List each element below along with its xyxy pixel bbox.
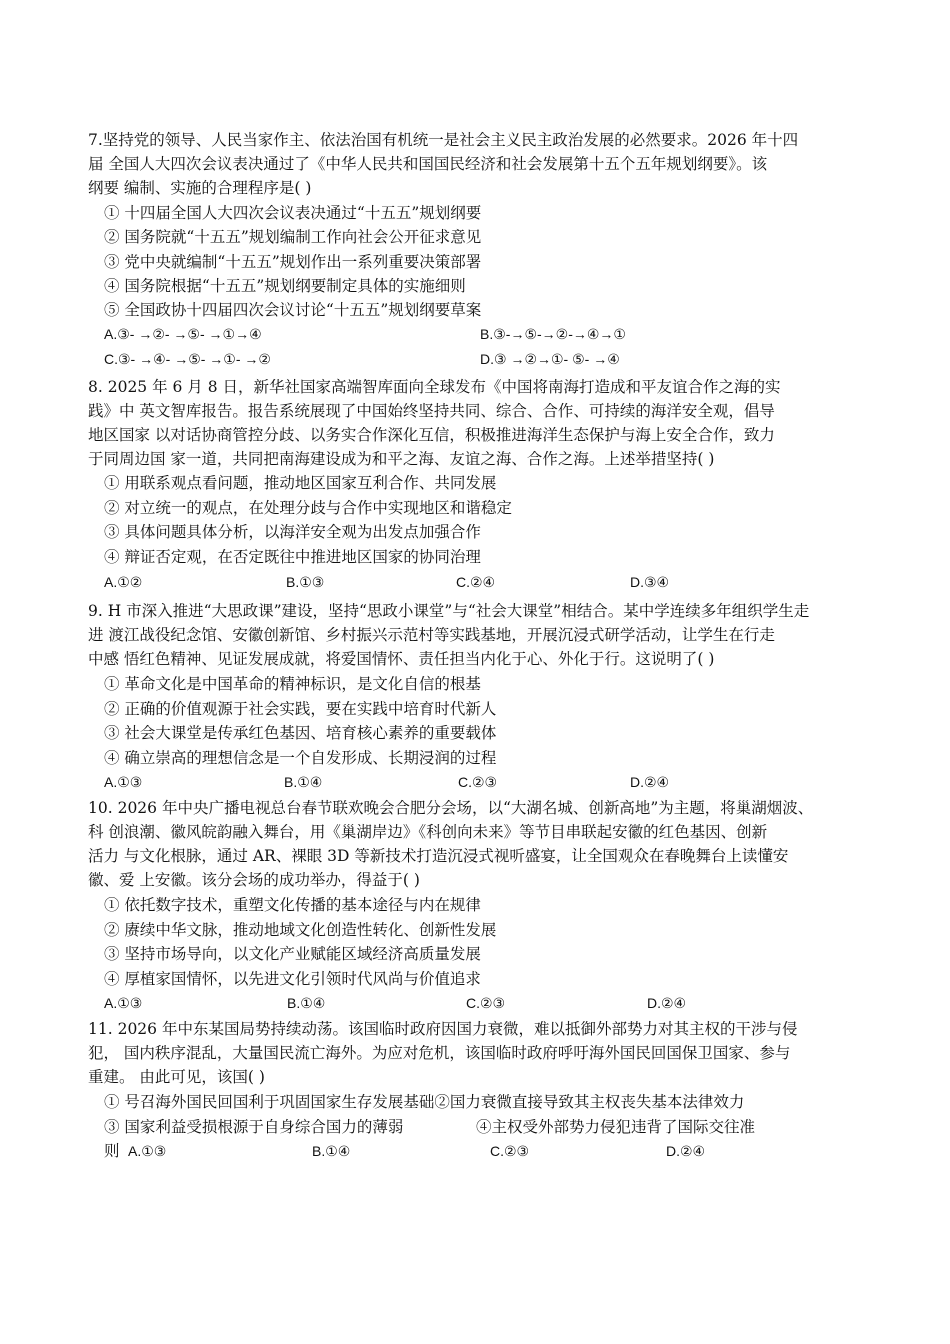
answer-option-c[interactable]: C.②③ — [458, 774, 498, 790]
question-stem-line: 9. H 市深入推进“大思政课”建设，坚持“思政小课堂”与“社会大课堂”相结合。某中学连续多年组织学生走 — [88, 602, 810, 620]
answer-option-d[interactable]: D.②④ — [666, 1143, 706, 1159]
answer-option-a[interactable]: A.①② — [104, 574, 143, 590]
statement-item: ① 依托数字技术，重塑文化传播的基本途径与内在规律 — [104, 896, 481, 914]
question-stem-line: 徽、爱 上安徽。该分会场的成功举办，得益于( ) — [88, 871, 420, 889]
question-stem-line: 中感 悟红色精神、见证发展成就，将爱国情怀、责任担当内化于心、外化于行。这说明了( ) — [88, 650, 715, 668]
answer-option-a[interactable]: A.①③ — [104, 995, 143, 1011]
question-stem-line: 7.坚持党的领导、人民当家作主、依法治国有机统一是社会主义民主政治发展的必然要求。2026 年十四 — [88, 131, 799, 149]
statement-item: ② 正确的价值观源于社会实践，要在实践中培育时代新人 — [104, 700, 497, 718]
answer-option-b[interactable]: B.①④ — [312, 1143, 351, 1159]
statement-item: ② 赓续中华文脉，推动地域文化创造性转化、创新性发展 — [104, 921, 497, 939]
answer-option-a[interactable]: A.③- →②- →⑤- →①→④ — [104, 326, 262, 342]
statement-item: ③ 坚持市场导向，以文化产业赋能区域经济高质量发展 — [104, 945, 481, 963]
statement-item: ④主权受外部势力侵犯违背了国际交往准 — [476, 1118, 756, 1136]
question-stem-line: 8. 2025 年 6 月 8 日，新华社国家高端智库面向全球发布《中国将南海打造成和平友谊合作之海的实 — [88, 378, 781, 396]
statement-item: ① 革命文化是中国革命的精神标识，是文化自信的根基 — [104, 675, 481, 693]
statement-item: ② 对立统一的观点，在处理分歧与合作中实现地区和谐稳定 — [104, 499, 512, 517]
statement-item: ③ 党中央就编制“十五五”规划作出一系列重要决策部署 — [104, 253, 482, 271]
answer-option-b[interactable]: B.③-→⑤-→②-→④→① — [480, 326, 626, 342]
statement-item: ③ 国家利益受损根源于自身综合国力的薄弱 — [104, 1118, 404, 1136]
statement-item: ④ 确立崇高的理想信念是一个自发形成、长期浸润的过程 — [104, 749, 497, 767]
statement-item: ⑤ 全国政协十四届四次会议讨论“十五五”规划纲要草案 — [104, 301, 482, 319]
statement-item: ① 十四届全国人大四次会议表决通过“十五五”规划纲要 — [104, 204, 482, 222]
statement-item: ④ 国务院根据“十五五”规划纲要制定具体的实施细则 — [104, 277, 466, 295]
answer-option-d[interactable]: D.③④ — [630, 574, 670, 590]
question-stem-line: 于同周边国 家一道，共同把南海建设成为和平之海、友谊之海、合作之海。上述举措坚持( ) — [88, 450, 715, 468]
question-stem-line: 重建。 由此可见，该国( ) — [88, 1068, 265, 1086]
question-stem-line: 犯， 国内秩序混乱，大量国民流亡海外。为应对危机，该国临时政府呼吁海外国民回国保卫国家、参与 — [88, 1044, 791, 1062]
answer-option-b[interactable]: B.①③ — [286, 574, 325, 590]
question-stem-line: 科 创浪潮、徽风皖韵融入舞台，用《巢湖岸边》《科创向未来》等节目串联起安徽的红色基因、创新 — [88, 823, 768, 841]
answer-option-b[interactable]: B.①④ — [287, 995, 326, 1011]
answer-option-a[interactable]: A.①③ — [128, 1143, 167, 1159]
question-stem-line: 11. 2026 年中东某国局势持续动荡。该国临时政府因国力衰微，难以抵御外部势力对其主权的干涉与侵 — [88, 1020, 798, 1038]
statement-item: ③ 具体问题具体分析，以海洋安全观为出发点加强合作 — [104, 523, 481, 541]
answer-option-d[interactable]: D.②④ — [630, 774, 670, 790]
question-stem-line: 地区国家 以对话协商管控分歧、以务实合作深化互信，积极推进海洋生态保护与海上安全合作，致力 — [88, 426, 775, 444]
answer-option-c[interactable]: C.②③ — [490, 1143, 530, 1159]
statement-item: ③ 社会大课堂是传承红色基因、培育核心素养的重要载体 — [104, 724, 497, 742]
question-stem-line: 活力 与文化根脉，通过 AR、裸眼 3D 等新技术打造沉浸式视听盛宴，让全国观众在春晚舞台上读懂安 — [88, 847, 789, 865]
answer-option-d[interactable]: D.②④ — [647, 995, 687, 1011]
answer-option-c[interactable]: C.②④ — [456, 574, 496, 590]
answer-option-d[interactable]: D.③ →②→①- ⑤- →④ — [480, 351, 620, 367]
question-stem-line: 进 渡江战役纪念馆、安徽创新馆、乡村振兴示范村等实践基地，开展沉浸式研学活动，让学生在行走 — [88, 626, 775, 644]
question-stem-line: 届 全国人大四次会议表决通过了《中华人民共和国国民经济和社会发展第十五个五年规划纲要》。该 — [88, 155, 768, 173]
statement-item: ④ 辩证否定观，在否定既往中推进地区国家的协同治理 — [104, 548, 481, 566]
statement-item: ① 号召海外国民回国利于巩固国家生存发展基础②国力衰微直接导致其主权丧失基本法律效力 — [104, 1093, 745, 1111]
answer-option-a[interactable]: A.①③ — [104, 774, 143, 790]
question-stem-line: 10. 2026 年中央广播电视总台春节联欢晚会合肥分会场，以“大湖名城、创新高地”为主题，将巢湖烟波、 — [88, 799, 814, 817]
answer-option-c[interactable]: C.③- →④- →⑤- →①- →② — [104, 351, 271, 367]
statement-item: ② 国务院就“十五五”规划编制工作向社会公开征求意见 — [104, 228, 482, 246]
answer-option-b[interactable]: B.①④ — [284, 774, 323, 790]
statement-item: ④ 厚植家国情怀，以先进文化引领时代风尚与价值追求 — [104, 970, 481, 988]
statement-item-continuation: 则 — [104, 1142, 120, 1160]
statement-item: ① 用联系观点看问题，推动地区国家互利合作、共同发展 — [104, 474, 497, 492]
question-stem-line: 践》中 英文智库报告。报告系统展现了中国始终坚持共同、综合、合作、可持续的海洋安全观，倡导 — [88, 402, 775, 420]
question-stem-line: 纲要 编制、实施的合理程序是( ) — [88, 179, 312, 197]
answer-option-c[interactable]: C.②③ — [466, 995, 506, 1011]
